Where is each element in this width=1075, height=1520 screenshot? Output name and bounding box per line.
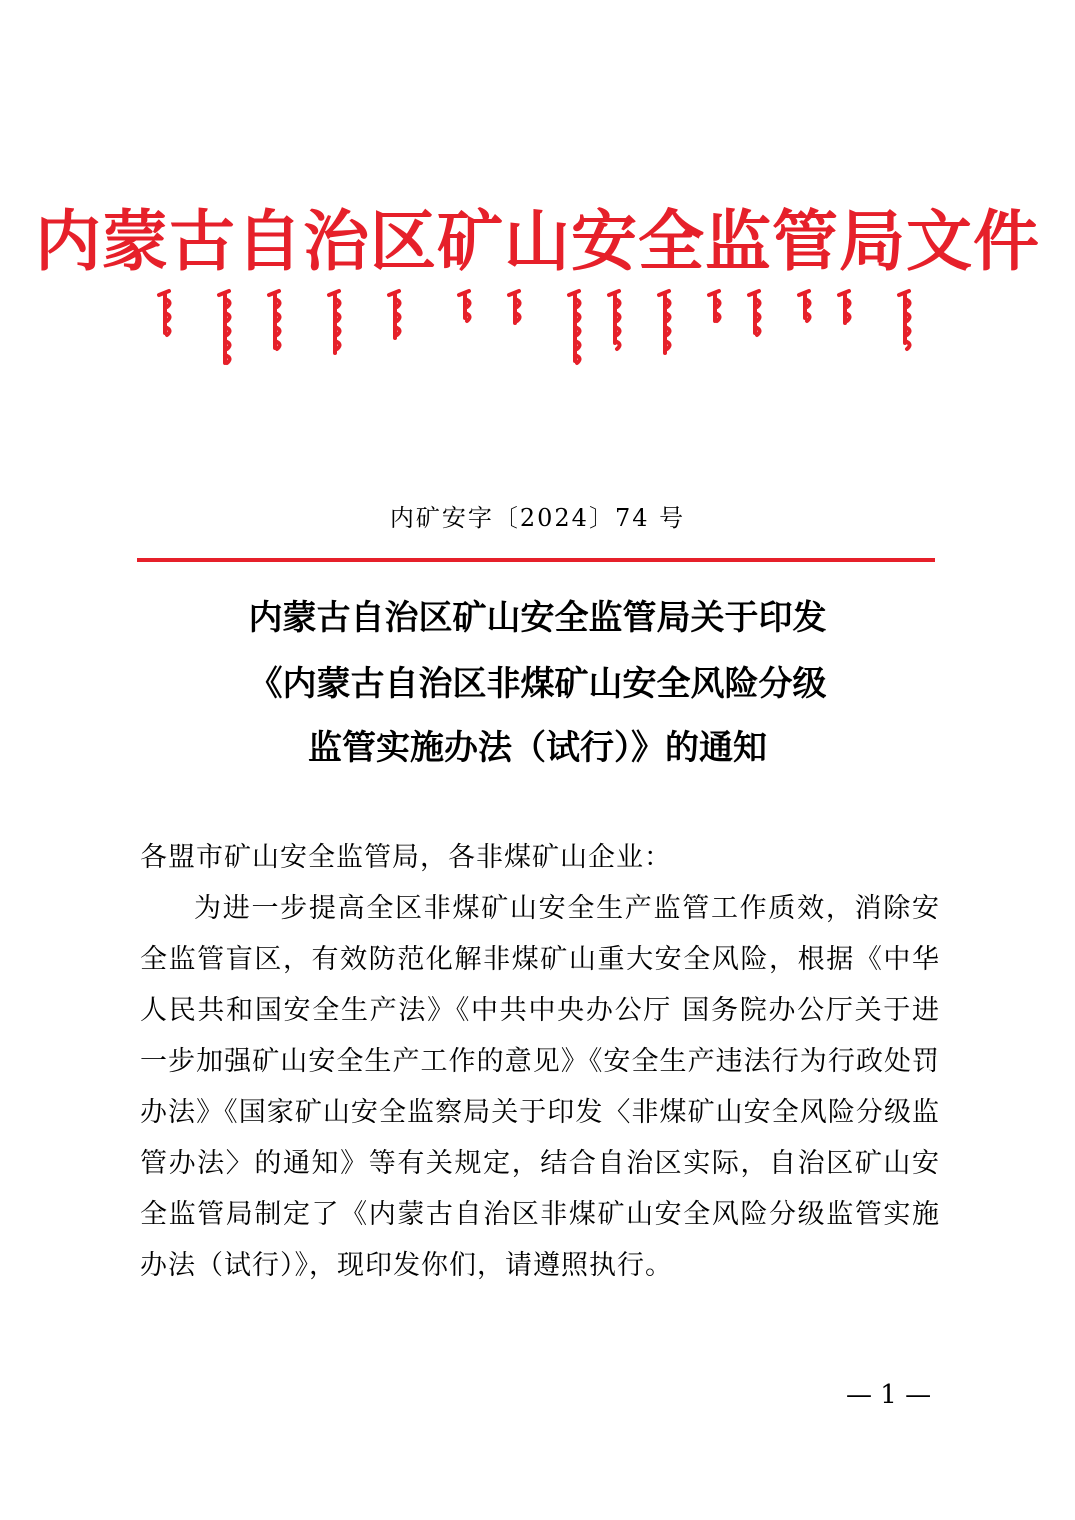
title-line-2: 《内蒙古自治区非煤矿山安全风险分级 — [248, 664, 827, 704]
title-line-3: 监管实施办法（试行）》的通知 — [308, 728, 767, 768]
red-divider-rule — [137, 558, 935, 562]
document-number: 内矿安字〔2024〕74 号 — [389, 504, 686, 532]
page-number: — 1 — — [846, 1380, 932, 1410]
body-paragraph: 为进一步提高全区非煤矿山安全生产监管工作质效，消除安全监管盲区，有效防范化解非煤矿山重大安全风险，根据《中华人民共和国安全生产法》《中共中央办公厅 国务院办公厅关于进一步加强矿山安全生产工作的意见》《安全生产违法行为行政处罚办法》《国家矿山安全监察局关于印发〈非煤矿山安全风险分级监管办法〉的通知》等有关规定，结合自治区实际，自治区矿山安全监管局制定了《内蒙古自治区非煤矿山安全风险分级监管实施办法（试行）》，现印发你们，请遵照执行。 — [140, 893, 940, 1281]
addressee-line: 各盟市矿山安全监管局，各非煤矿山企业： — [140, 842, 672, 873]
mongolian-script-masthead — [145, 285, 925, 370]
masthead-title: 内蒙古自治区矿山安全监管局文件 — [35, 202, 1040, 280]
title-line-1: 内蒙古自治区矿山安全监管局关于印发 — [248, 598, 827, 638]
